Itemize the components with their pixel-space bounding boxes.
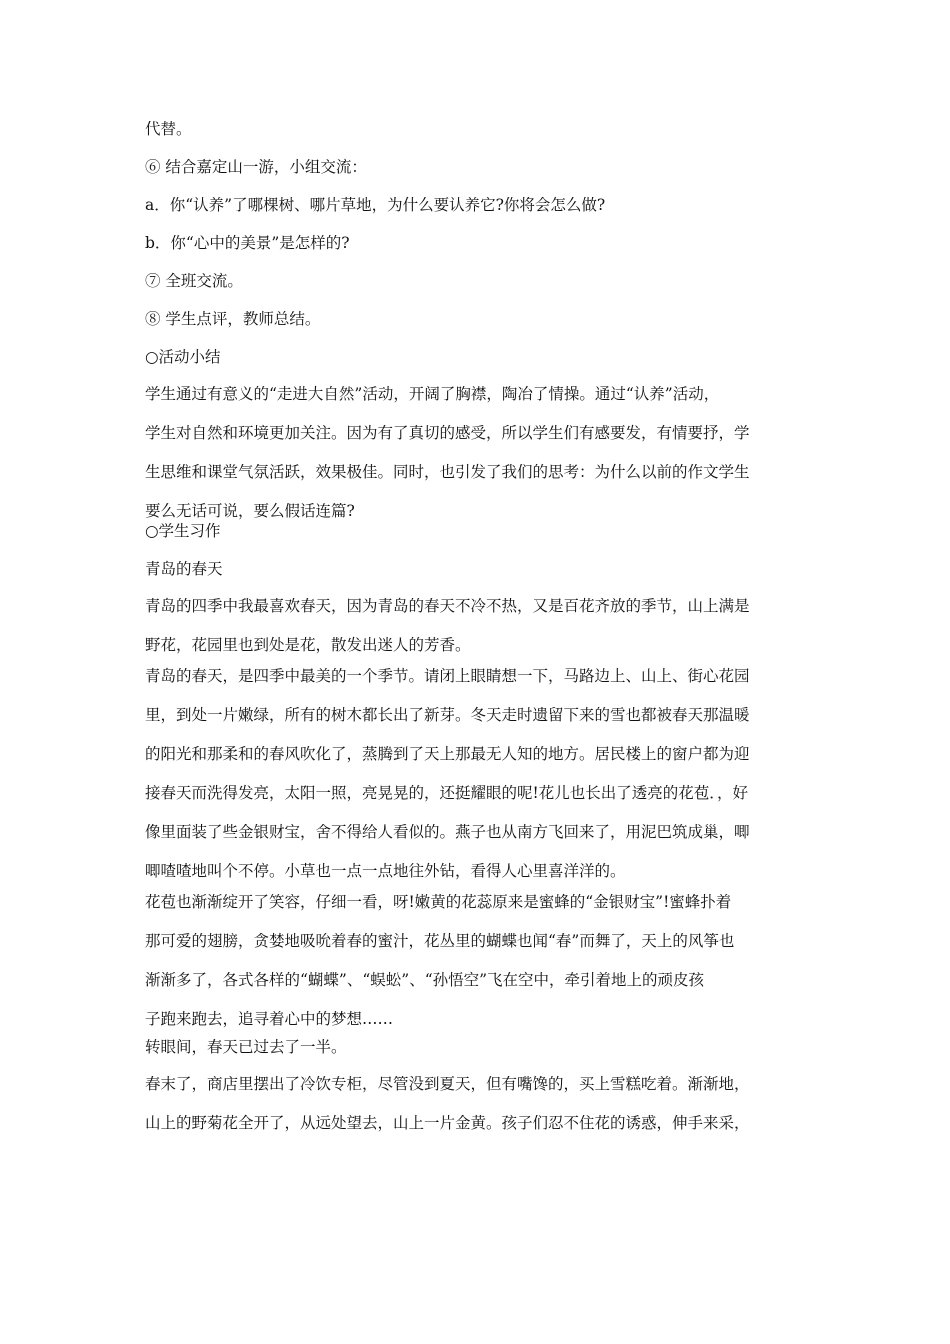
- paragraph: [145, 375, 810, 531]
- essay-title: 青岛的春天: [145, 560, 223, 578]
- paragraph-row: 花苞也渐渐绽开了笑容，仔细一看，呀!嫩黄的花蕊原来是蜜蜂的“金银财宝”!蜜蜂扑着: [145, 893, 732, 911]
- paragraph-row: 子跑来跑去，追寻着心中的梦想……: [145, 1010, 394, 1028]
- paragraph-row: 渐渐多了，各式各样的“蝴蝶”、“蜈蚣”、“孙悟空”飞在空中，牵引着地上的顽皮孩: [145, 971, 705, 989]
- paragraph-row: 春末了，商店里摆出了冷饮专柜，尽管没到夏天，但有嘴馋的，买上雪糕吃着。渐渐地，: [145, 1075, 750, 1093]
- paragraph-row: 山上的野菊花全开了，从远处望去，山上一片金黄。孩子们忍不住花的诱惑，伸手来采，: [145, 1114, 750, 1132]
- text-line: 转眼间，春天已过去了一半。: [145, 1038, 347, 1056]
- paragraph-row: 要么无话可说，要么假话连篇?: [145, 502, 355, 520]
- paragraph-row: 学生对自然和环境更加关注。因为有了真切的感受，所以学生们有感要发，有情要抒，学: [145, 424, 750, 442]
- paragraph-row: 像里面装了些金银财宝，舍不得给人看似的。燕子也从南方飞回来了，用泥巴筑成巢，唧: [145, 823, 750, 841]
- paragraph-row: 那可爱的翅膀，贪婪地吸吮着春的蜜汁，花丛里的蝴蝶也闻“春”而舞了，天上的风筝也: [145, 932, 735, 950]
- paragraph-row: 青岛的春天，是四季中最美的一个季节。请闭上眼睛想一下，马路边上、山上、街心花园: [145, 667, 750, 685]
- text-line: a．你“认养”了哪棵树、哪片草地，为什么要认养它?你将会怎么做?: [145, 196, 606, 214]
- paragraph-row: 的阳光和那柔和的春风吹化了，蒸腾到了天上那最无人知的地方。居民楼上的窗户都为迎: [145, 745, 750, 763]
- paragraph: [145, 587, 810, 665]
- paragraph-row: 接春天而洗得发亮，太阳一照，亮晃晃的，还挺耀眼的呢!花儿也长出了透亮的花苞．，好: [145, 784, 748, 802]
- text-line: b．你“心中的美景”是怎样的?: [145, 234, 350, 252]
- paragraph-row: 野花，花园里也到处是花，散发出迷人的芳香。: [145, 636, 471, 654]
- section-heading: ○学生习作: [145, 522, 221, 540]
- text-line: ⑥ 结合嘉定山一游，小组交流：: [145, 158, 367, 176]
- paragraph-row: 里，到处一片嫩绿，所有的树木都长出了新芽。冬天走时遗留下来的雪也都被春天那温暖: [145, 706, 750, 724]
- paragraph: [145, 1065, 810, 1143]
- section-heading: ○活动小结: [145, 348, 221, 366]
- text-line: ⑦ 全班交流。: [145, 272, 243, 290]
- paragraph-row: 生思维和课堂气氛活跃，效果极佳。同时，也引发了我们的思考：为什么以前的作文学生: [145, 463, 750, 481]
- paragraph: [145, 657, 810, 891]
- text-line: ⑧ 学生点评，教师总结。: [145, 310, 321, 328]
- paragraph: [145, 883, 810, 1039]
- text-line: 代替。: [145, 120, 192, 138]
- paragraph-row: 青岛的四季中我最喜欢春天，因为青岛的春天不冷不热，又是百花齐放的季节，山上满是: [145, 597, 750, 615]
- paragraph-row: 学生通过有意义的“走进大自然”活动，开阔了胸襟，陶冶了情操。通过“认养”活动，: [145, 385, 720, 403]
- document-page: [145, 119, 810, 1143]
- paragraph-row: 唧喳喳地叫个不停。小草也一点一点地往外钻，看得人心里喜洋洋的。: [145, 862, 626, 880]
